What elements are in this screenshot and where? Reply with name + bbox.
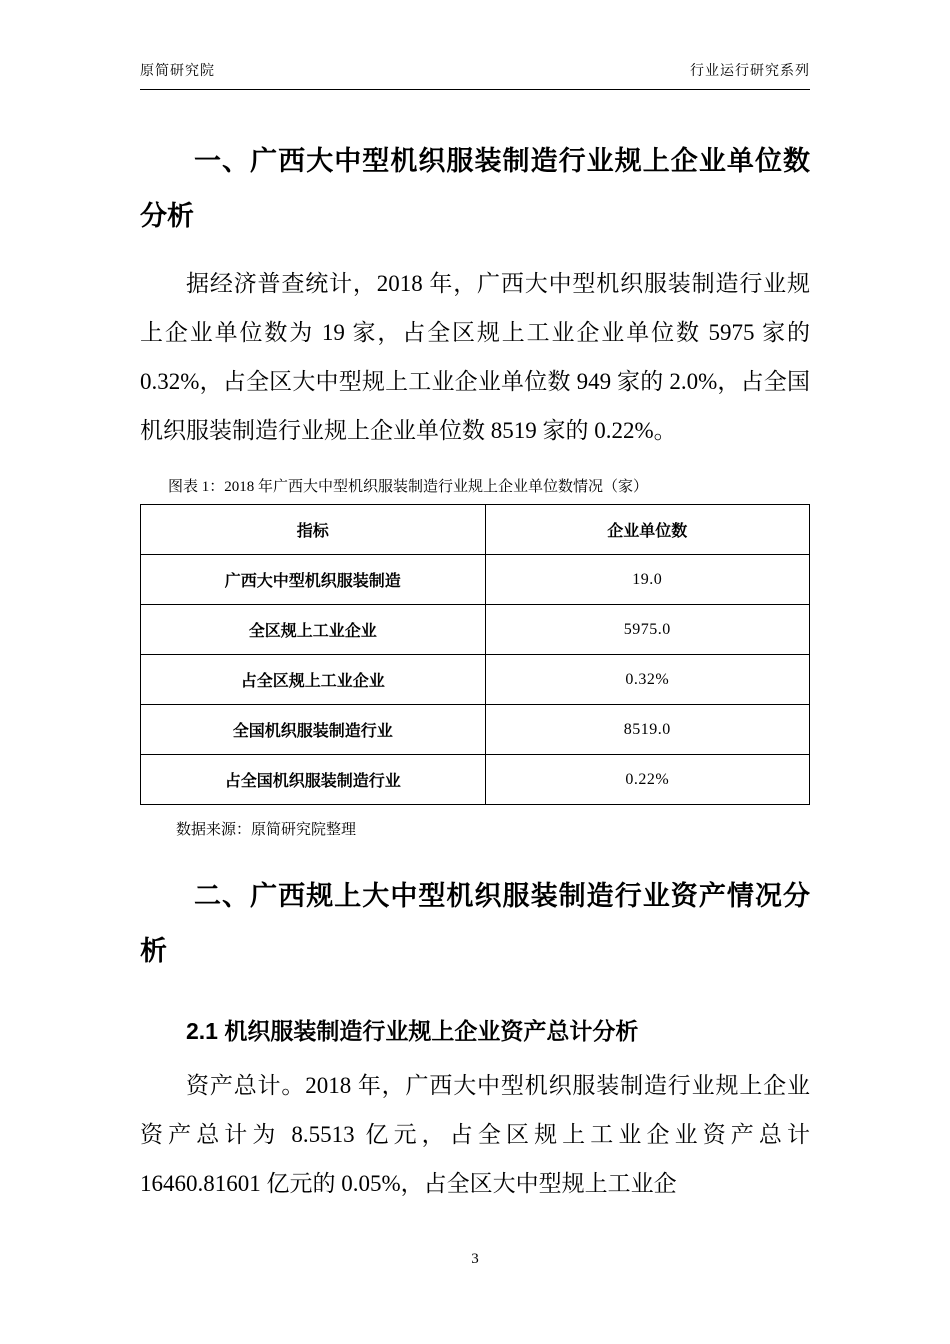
indicator-cell: 广西大中型机织服装制造	[141, 555, 486, 605]
indicator-cell: 占全国机织服装制造行业	[141, 755, 486, 805]
table-row	[141, 755, 810, 805]
indicator-cell: 全区规上工业企业	[141, 605, 486, 655]
value-cell: 8519.0	[485, 705, 809, 755]
table-row	[141, 605, 810, 655]
table-header-row	[141, 505, 810, 555]
page-header	[140, 60, 810, 90]
section2-subheading: 2.1 机织服装制造行业规上企业资产总计分析	[186, 1018, 639, 1044]
table-row	[141, 555, 810, 605]
value-cell: 0.32%	[485, 655, 809, 705]
indicator-cell: 全国机织服装制造行业	[141, 705, 486, 755]
section1-heading: 一、广西大中型机织服装制造行业规上企业单位数分析	[140, 146, 810, 231]
enterprise-units-table	[140, 504, 810, 805]
indicator-cell: 占全区规上工业企业	[141, 655, 486, 705]
value-cell: 5975.0	[485, 605, 809, 655]
section2-paragraph: 资产总计。2018 年，广西大中型机织服装制造行业规上企业资产总计为 8.5513 亿元，占全区规上工业企业资产总计 16460.81601 亿元的 0.05%，占全区大中型规上工业企	[140, 1073, 810, 1196]
table-header-indicator: 指标	[141, 505, 486, 555]
table-header-value: 企业单位数	[485, 505, 809, 555]
data-source-note: 数据来源：原简研究院整理	[176, 822, 357, 838]
table-row	[141, 705, 810, 755]
value-cell: 19.0	[485, 555, 809, 605]
page-number: 3	[471, 1251, 479, 1267]
page-footer	[0, 1251, 950, 1268]
table-row	[141, 655, 810, 705]
section2-heading: 二、广西规上大中型机织服装制造行业资产情况分析	[140, 881, 810, 966]
header-right-text: 行业运行研究系列	[690, 64, 810, 79]
figure-caption: 图表 1：2018 年广西大中型机织服装制造行业规上企业单位数情况（家）	[168, 479, 649, 495]
header-left-text: 原简研究院	[140, 64, 215, 79]
section1-paragraph: 据经济普查统计，2018 年，广西大中型机织服装制造行业规上企业单位数为 19 家，占全区规上工业企业单位数 5975 家的 0.32%，占全区大中型规上工业企业单位数 949 家的 2.0%，占全国机织服装制造行业规上企业单位数 8519 家的 0.22%。	[140, 271, 810, 443]
value-cell: 0.22%	[485, 755, 809, 805]
